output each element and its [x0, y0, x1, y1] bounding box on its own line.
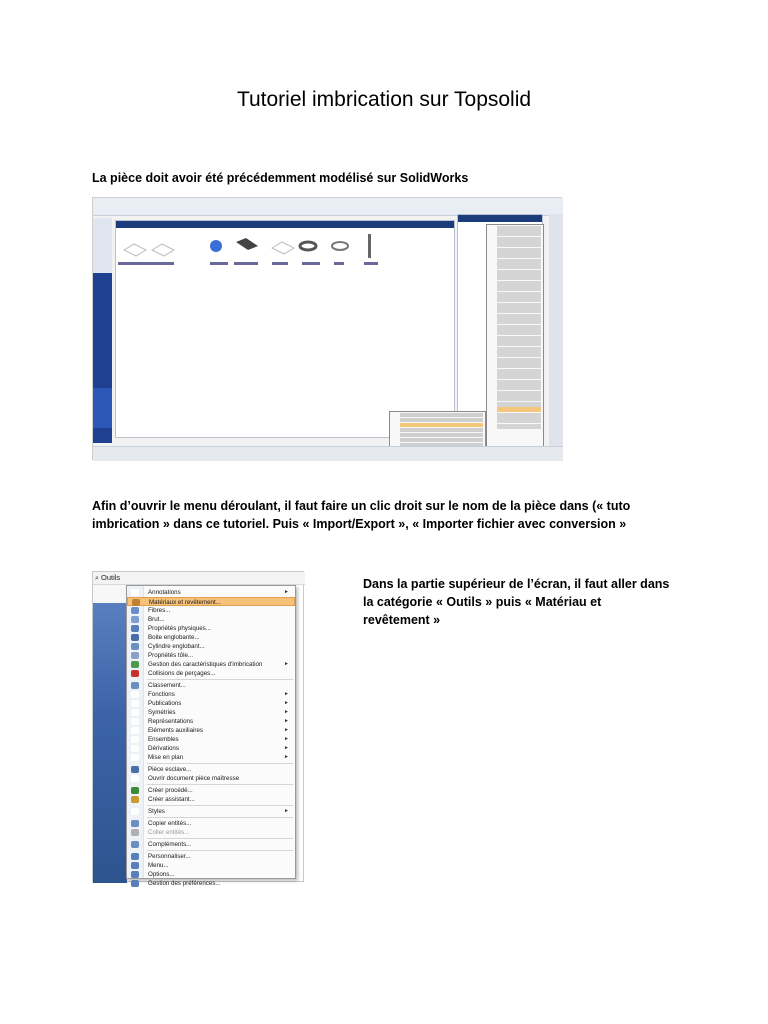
menu-item[interactable]	[127, 753, 295, 762]
submenu-arrow-icon: ►	[284, 709, 289, 715]
menu-item-label: Publications	[148, 700, 182, 707]
menu-item[interactable]	[127, 669, 295, 678]
left-panel	[93, 218, 112, 443]
menu-item-icon	[131, 820, 139, 827]
menu-item-icon	[131, 871, 139, 878]
menu-item-icon	[131, 616, 139, 623]
menu-item-icon	[131, 736, 139, 743]
menu-item-label: Coller entités...	[148, 829, 190, 836]
menu-item-icon	[131, 754, 139, 761]
paragraph-2-line-1: Afin d’ouvrir le menu déroulant, il faut faire un clic droit sur le nom de la pièce dans (« tuto	[92, 499, 631, 513]
menu-item[interactable]	[127, 708, 295, 717]
menu-item-icon	[131, 682, 139, 689]
screenshot-outils-menu	[92, 571, 304, 887]
submenu-arrow-icon: ►	[284, 661, 289, 667]
menu-item[interactable]	[127, 717, 295, 726]
menu-item[interactable]	[127, 852, 295, 861]
menu-item-label: Gestion des caractéristiques d'imbrication	[148, 661, 263, 668]
menu-item[interactable]	[127, 879, 295, 888]
submenu-arrow-icon: ►	[284, 745, 289, 751]
menu-item-icon	[131, 652, 139, 659]
menu-item-icon	[131, 745, 139, 752]
menu-item[interactable]	[127, 588, 295, 597]
submenu-arrow-icon: ►	[284, 718, 289, 724]
menu-item[interactable]	[127, 690, 295, 699]
ring-thumb	[300, 242, 316, 250]
menu-item-icon	[131, 766, 139, 773]
menu-item[interactable]	[127, 819, 295, 828]
status-bar	[93, 446, 563, 461]
menu-item-label: Créer procédé...	[148, 787, 193, 794]
menu-item-label: Eléments auxiliaires	[148, 727, 204, 734]
menu-item-icon	[131, 841, 139, 848]
menu-item-label: Styles	[148, 808, 165, 815]
document-title: Tutoriel imbrication sur Topsolid	[236, 88, 532, 111]
menu-item[interactable]	[127, 699, 295, 708]
menu-item-icon	[131, 691, 139, 698]
submenu-arrow-icon: ►	[284, 691, 289, 697]
menu-item-icon	[132, 599, 140, 606]
menu-item-icon	[131, 718, 139, 725]
menu-item[interactable]	[127, 828, 295, 837]
menu-item-icon	[131, 829, 139, 836]
menu-item[interactable]	[127, 624, 295, 633]
menu-item[interactable]	[127, 615, 295, 624]
menu-item-label: Ensembles	[148, 736, 179, 743]
menu-item[interactable]	[127, 633, 295, 642]
menu-item[interactable]	[127, 774, 295, 783]
menu-item-icon	[131, 862, 139, 869]
submenu-arrow-icon: ►	[284, 589, 289, 595]
menu-item-label: Ouvrir document pièce maîtresse	[148, 775, 240, 782]
menu-item-icon	[131, 634, 139, 641]
documents-panel	[115, 220, 455, 438]
menu-item-icon	[131, 796, 139, 803]
menu-item[interactable]	[127, 597, 295, 606]
background-panel	[93, 603, 127, 883]
menu-item-icon	[131, 787, 139, 794]
menu-item-icon	[131, 625, 139, 632]
paragraph-3-line-3: revêtement »	[363, 613, 441, 627]
submenu-arrow-icon: ►	[284, 700, 289, 706]
paragraph-3-line-2: la catégorie « Outils » puis « Matériau et	[363, 595, 602, 609]
menu-item-label: Collisions de perçages...	[148, 670, 216, 677]
paragraph-1: La pièce doit avoir été précédemment modélisé sur SolidWorks	[92, 171, 469, 185]
menu-item-label: Créer assistant...	[148, 796, 195, 803]
menu-item-label: Symétries	[148, 709, 176, 716]
menu-item-label: Compléments...	[148, 841, 192, 848]
toolbar	[93, 585, 127, 603]
menu-item[interactable]	[127, 870, 295, 879]
menu-item-icon	[131, 607, 139, 614]
menu-item-label: Annotations	[148, 589, 181, 596]
bar-thumb	[368, 234, 371, 258]
menu-item-label: Matériaux et revêtement...	[149, 599, 221, 606]
menu-item-icon	[131, 700, 139, 707]
menu-item[interactable]	[127, 651, 295, 660]
menu-item-label: Boite englobante...	[148, 634, 200, 641]
menu-item-label: Propriétés tôle...	[148, 652, 194, 659]
search-icon: ⌕	[95, 575, 99, 582]
menu-separator	[147, 805, 293, 806]
menu-item-label: Gestion des préférences...	[148, 880, 221, 887]
menu-item-label: Propriétés physiques...	[148, 625, 211, 632]
menu-item-icon	[131, 709, 139, 716]
menu-item-icon	[131, 661, 139, 668]
right-scroll-panel	[549, 214, 563, 461]
menu-item-label: Cylindre englobant...	[148, 643, 205, 650]
submenu-arrow-icon: ►	[284, 727, 289, 733]
menu-separator	[147, 679, 293, 680]
menu-item[interactable]	[127, 681, 295, 690]
paragraph-2-line-2: imbrication » dans ce tutoriel. Puis « Import/Export », « Importer fichier avec conversion »	[92, 517, 627, 531]
menu-item-label: Personnaliser...	[148, 853, 191, 860]
menu-item-icon	[131, 670, 139, 677]
menu-item-icon	[131, 643, 139, 650]
menu-item[interactable]	[127, 861, 295, 870]
menu-item-icon	[131, 589, 139, 596]
menu-item-label: Dérivations	[148, 745, 179, 752]
menu-separator	[147, 763, 293, 764]
document-thumbnails	[116, 228, 454, 288]
menu-item[interactable]	[127, 606, 295, 615]
menu-separator	[147, 817, 293, 818]
menu-item[interactable]	[127, 735, 295, 744]
menu-separator	[147, 784, 293, 785]
menu-item[interactable]	[127, 744, 295, 753]
menu-item-label: Fonctions	[148, 691, 175, 698]
submenu-arrow-icon: ►	[284, 808, 289, 814]
menu-item-icon	[131, 880, 139, 887]
menu-item-label: Fibres...	[148, 607, 171, 614]
menu-bar	[93, 572, 305, 585]
menu-item-label: Pièce esclave...	[148, 766, 192, 773]
outils-menu-title[interactable]: ⌕ Outils	[95, 573, 121, 582]
ring-thumb-2	[332, 242, 348, 250]
menu-item-label: Copier entités...	[148, 820, 192, 827]
menu-item[interactable]	[127, 660, 295, 669]
menu-separator	[147, 850, 293, 851]
menu-item-label: Options...	[148, 871, 175, 878]
plate-thumb	[236, 238, 258, 250]
submenu-arrow-icon: ►	[284, 736, 289, 742]
screenshot-topsolid-context-menu	[92, 197, 562, 460]
menu-separator	[147, 838, 293, 839]
context-menu[interactable]	[486, 224, 544, 460]
menu-item[interactable]	[127, 765, 295, 774]
gear-thumb	[210, 240, 222, 252]
paragraph-3-line-1: Dans la partie supérieur de l’écran, il faut aller dans	[363, 577, 670, 591]
menu-item[interactable]	[127, 795, 295, 804]
menu-item-icon	[131, 727, 139, 734]
menu-item[interactable]	[127, 726, 295, 735]
outils-dropdown-menu[interactable]	[126, 585, 296, 887]
menu-item[interactable]	[127, 642, 295, 651]
menu-item-icon	[131, 808, 139, 815]
menu-item-label: Classement...	[148, 682, 186, 689]
menu-item[interactable]	[127, 840, 295, 849]
menu-item-icon	[131, 775, 139, 782]
menu-item-label: Brut...	[148, 616, 165, 623]
menu-item-icon	[131, 853, 139, 860]
menu-item-label: Mise en plan	[148, 754, 184, 761]
submenu-arrow-icon: ►	[284, 754, 289, 760]
menu-item[interactable]	[127, 807, 295, 816]
menu-item[interactable]	[127, 786, 295, 795]
menu-item-label: Menu...	[148, 862, 169, 869]
menu-item-label: Représentations	[148, 718, 194, 725]
